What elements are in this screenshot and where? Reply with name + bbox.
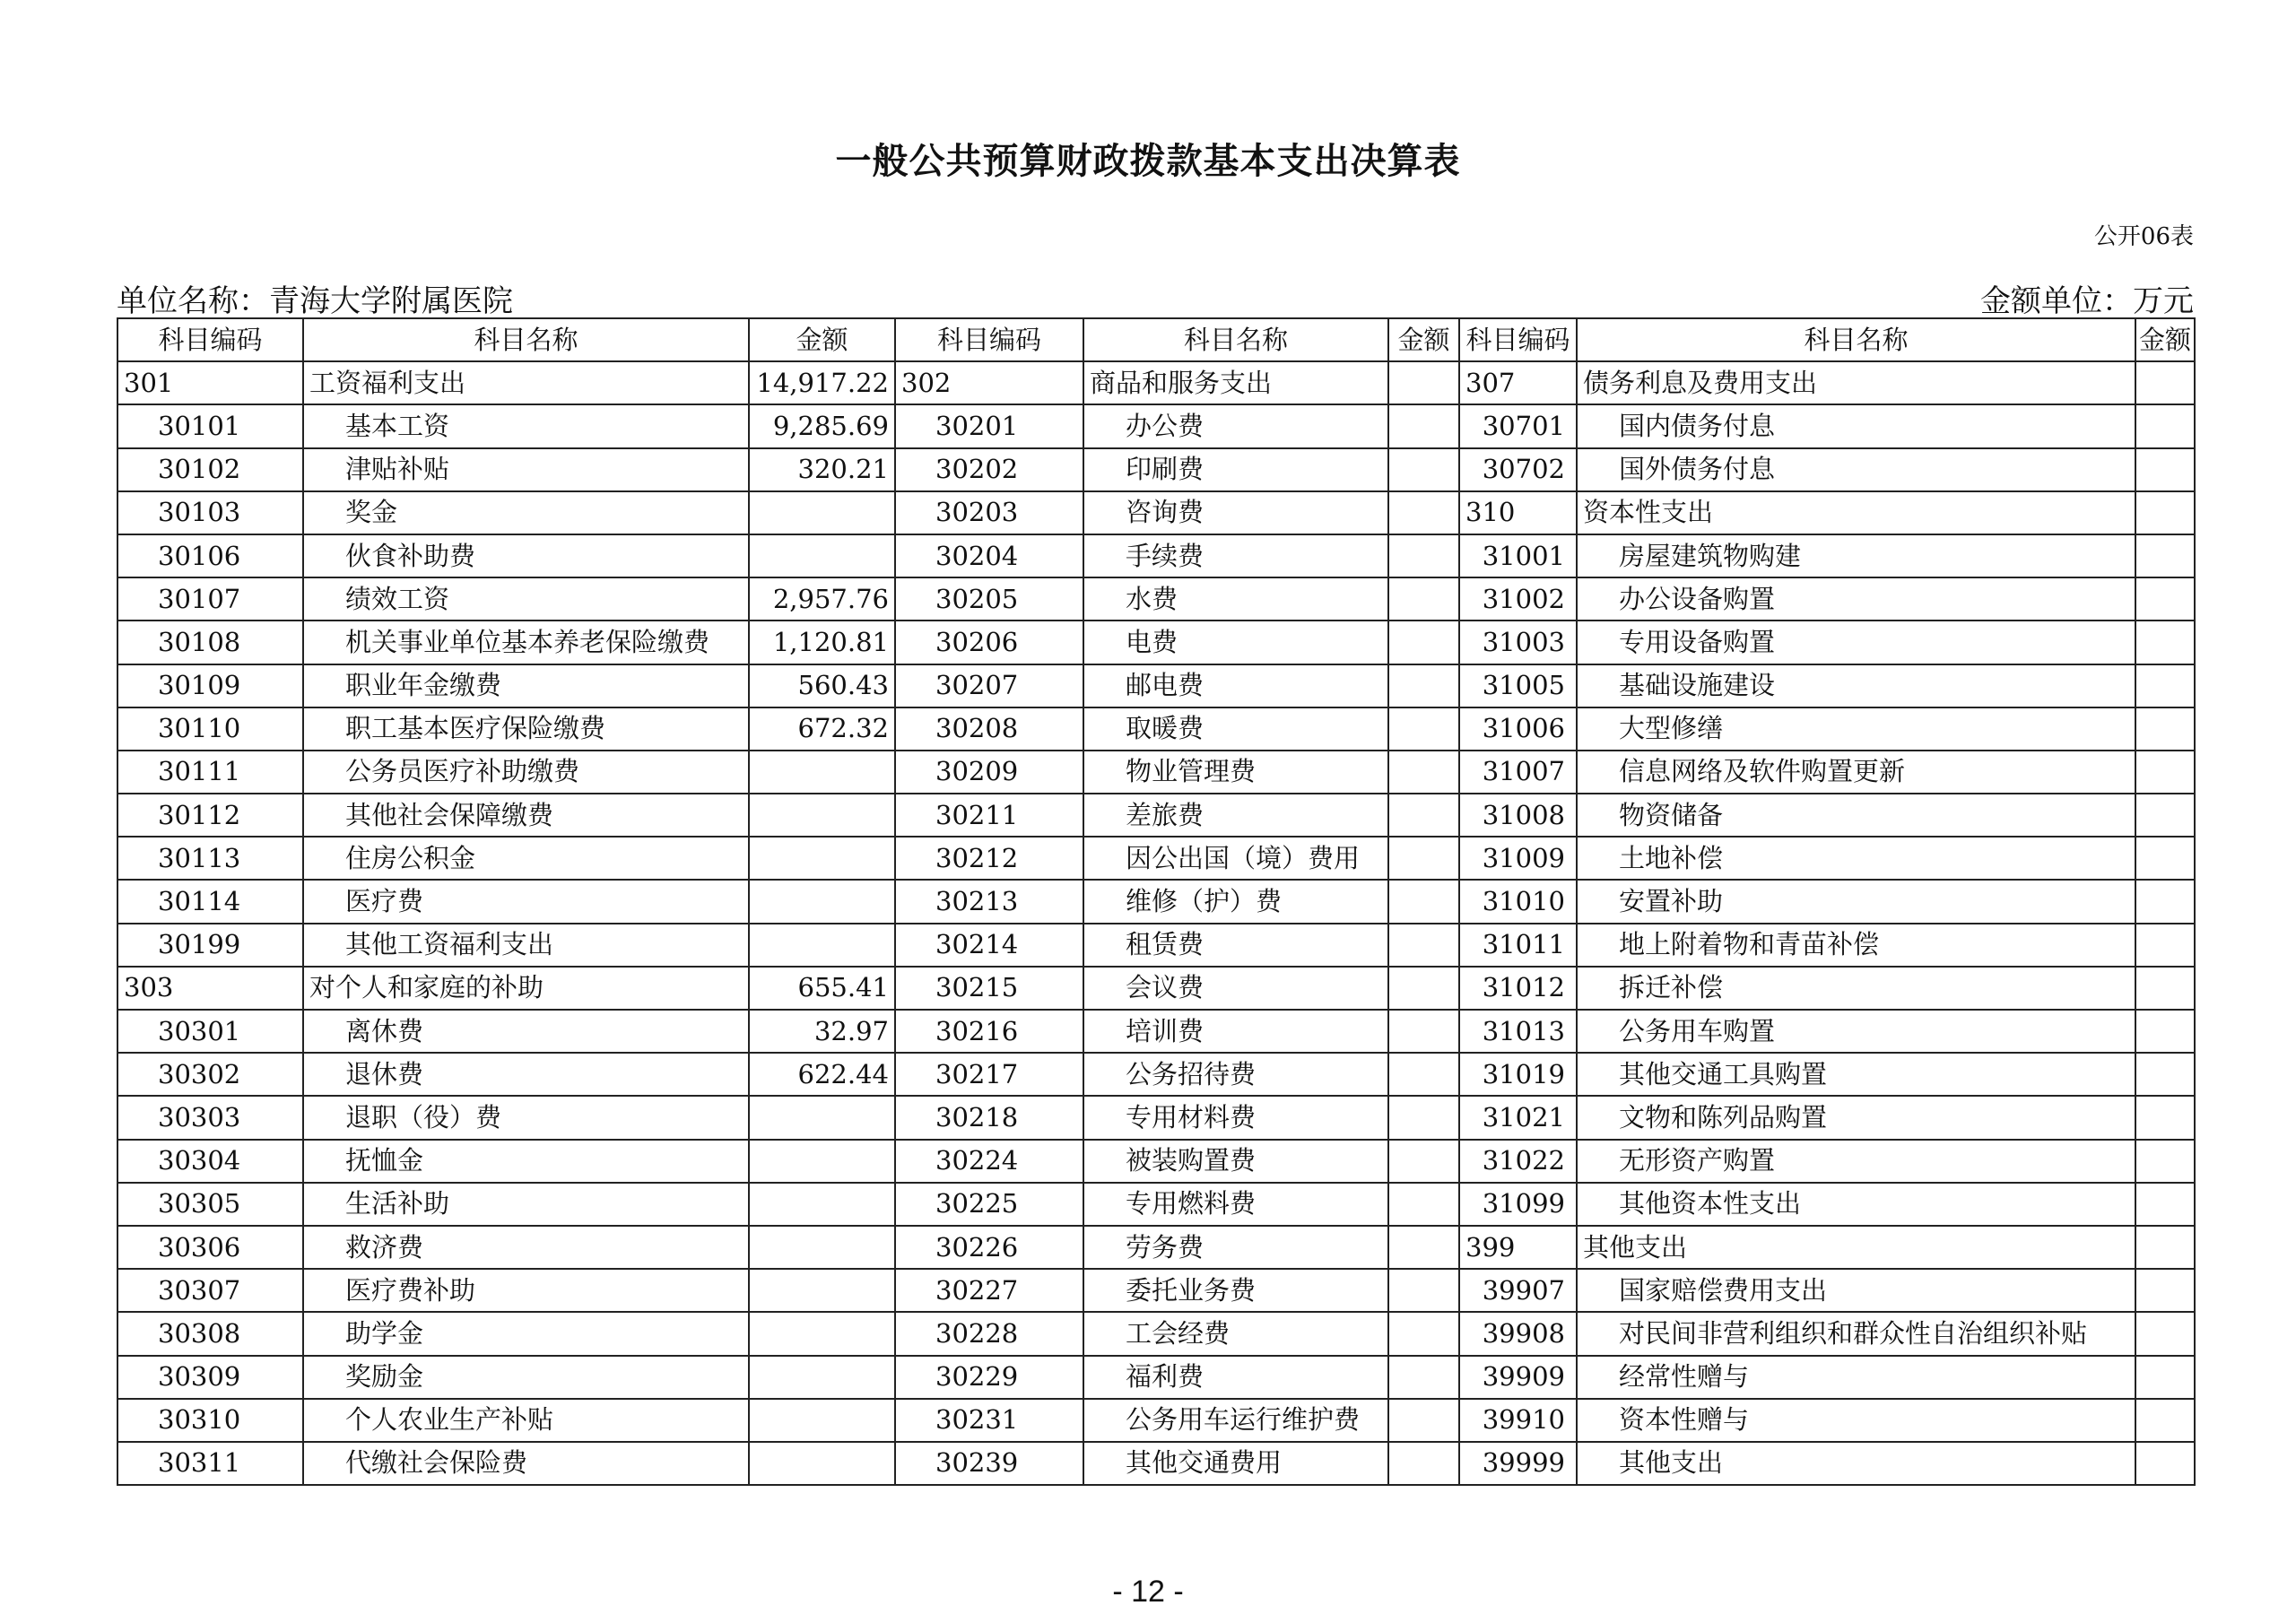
subject-name-cell: 基本工资 [303, 404, 749, 447]
subject-name-cell: 委托业务费 [1083, 1269, 1388, 1312]
amount-cell [2135, 1183, 2195, 1226]
form-number: 公开06表 [2093, 223, 2194, 250]
subject-name-cell: 绩效工资 [303, 577, 749, 621]
subject-code-cell: 31010 [1459, 880, 1577, 923]
subject-code-cell: 30109 [117, 664, 303, 707]
subject-code-cell: 30204 [895, 534, 1083, 577]
amount-cell [2135, 577, 2195, 621]
amount-cell [2135, 448, 2195, 491]
subject-code-cell: 39909 [1459, 1356, 1577, 1399]
subject-name-cell: 文物和陈列品购置 [1577, 1096, 2135, 1139]
subject-name-cell: 债务利息及费用支出 [1577, 361, 2135, 404]
subject-name-cell: 职工基本医疗保险缴费 [303, 707, 749, 751]
amount-cell [749, 880, 895, 923]
subject-name-cell: 国内债务付息 [1577, 404, 2135, 447]
subject-name-cell: 专用燃料费 [1083, 1183, 1388, 1226]
subject-code-cell: 30203 [895, 491, 1083, 534]
header-name: 科目名称 [1083, 318, 1388, 361]
amount-cell [1388, 1096, 1459, 1139]
subject-code-cell: 310 [1459, 491, 1577, 534]
table-row [117, 577, 2195, 621]
amount-cell [1388, 448, 1459, 491]
subject-name-cell: 邮电费 [1083, 664, 1388, 707]
subject-name-cell: 其他支出 [1577, 1442, 2135, 1485]
money-unit: 金额单位：万元 [1980, 283, 2194, 319]
subject-code-cell: 31011 [1459, 924, 1577, 967]
subject-name-cell: 物业管理费 [1083, 751, 1388, 794]
subject-code-cell: 30305 [117, 1183, 303, 1226]
subject-name-cell: 其他工资福利支出 [303, 924, 749, 967]
subject-code-cell: 301 [117, 361, 303, 404]
subject-name-cell: 大型修缮 [1577, 707, 2135, 751]
table-row [117, 664, 2195, 707]
subject-name-cell: 办公费 [1083, 404, 1388, 447]
table-row [117, 1010, 2195, 1053]
subject-name-cell: 公务员医疗补助缴费 [303, 751, 749, 794]
amount-cell [1388, 1312, 1459, 1355]
subject-code-cell: 31021 [1459, 1096, 1577, 1139]
subject-name-cell: 伙食补助费 [303, 534, 749, 577]
amount-cell [2135, 1140, 2195, 1183]
subject-code-cell: 31007 [1459, 751, 1577, 794]
amount-cell [2135, 924, 2195, 967]
header-name: 科目名称 [303, 318, 749, 361]
amount-cell [1388, 621, 1459, 664]
subject-name-cell: 安置补助 [1577, 880, 2135, 923]
amount-cell [2135, 794, 2195, 837]
subject-code-cell: 30227 [895, 1269, 1083, 1312]
subject-code-cell: 30207 [895, 664, 1083, 707]
subject-name-cell: 地上附着物和青苗补偿 [1577, 924, 2135, 967]
subject-code-cell: 30202 [895, 448, 1083, 491]
subject-code-cell: 31022 [1459, 1140, 1577, 1183]
subject-name-cell: 福利费 [1083, 1356, 1388, 1399]
subject-code-cell: 30310 [117, 1399, 303, 1442]
subject-code-cell: 30229 [895, 1356, 1083, 1399]
subject-code-cell: 30231 [895, 1399, 1083, 1442]
table-row [117, 491, 2195, 534]
subject-name-cell: 离休费 [303, 1010, 749, 1053]
page-title: 一般公共预算财政拨款基本支出决算表 [835, 140, 1461, 182]
subject-code-cell: 30201 [895, 404, 1083, 447]
table-row [117, 1226, 2195, 1269]
amount-cell [2135, 1053, 2195, 1096]
subject-name-cell: 对个人和家庭的补助 [303, 967, 749, 1010]
amount-cell: 2,957.76 [749, 577, 895, 621]
amount-cell [1388, 534, 1459, 577]
subject-code-cell: 30309 [117, 1356, 303, 1399]
subject-name-cell: 住房公积金 [303, 837, 749, 880]
subject-name-cell: 工会经费 [1083, 1312, 1388, 1355]
subject-code-cell: 302 [895, 361, 1083, 404]
table-row [117, 1442, 2195, 1485]
subject-code-cell: 31008 [1459, 794, 1577, 837]
subject-name-cell: 公务用车运行维护费 [1083, 1399, 1388, 1442]
subject-code-cell: 307 [1459, 361, 1577, 404]
header-amount: 金额 [749, 318, 895, 361]
subject-code-cell: 30218 [895, 1096, 1083, 1139]
amount-cell [2135, 491, 2195, 534]
amount-cell [2135, 837, 2195, 880]
subject-name-cell: 奖金 [303, 491, 749, 534]
amount-cell [749, 1442, 895, 1485]
subject-name-cell: 其他支出 [1577, 1226, 2135, 1269]
subject-code-cell: 30239 [895, 1442, 1083, 1485]
amount-cell: 320.21 [749, 448, 895, 491]
table-row [117, 1096, 2195, 1139]
amount-cell [749, 1312, 895, 1355]
subject-code-cell: 30307 [117, 1269, 303, 1312]
subject-name-cell: 生活补助 [303, 1183, 749, 1226]
subject-code-cell: 31006 [1459, 707, 1577, 751]
subject-code-cell: 30114 [117, 880, 303, 923]
subject-name-cell: 津贴补贴 [303, 448, 749, 491]
table-row [117, 1356, 2195, 1399]
subject-code-cell: 30211 [895, 794, 1083, 837]
subject-name-cell: 公务用车购置 [1577, 1010, 2135, 1053]
table-row [117, 534, 2195, 577]
subject-code-cell: 30106 [117, 534, 303, 577]
subject-code-cell: 30702 [1459, 448, 1577, 491]
amount-cell: 655.41 [749, 967, 895, 1010]
subject-code-cell: 30199 [117, 924, 303, 967]
subject-code-cell: 39910 [1459, 1399, 1577, 1442]
amount-cell [1388, 1183, 1459, 1226]
subject-code-cell: 30213 [895, 880, 1083, 923]
table-row [117, 794, 2195, 837]
subject-code-cell: 30226 [895, 1226, 1083, 1269]
subject-code-cell: 30101 [117, 404, 303, 447]
amount-cell [2135, 1399, 2195, 1442]
table-header-row [117, 318, 2195, 361]
subject-code-cell: 30301 [117, 1010, 303, 1053]
subject-code-cell: 30103 [117, 491, 303, 534]
subject-name-cell: 奖励金 [303, 1356, 749, 1399]
table-row [117, 1183, 2195, 1226]
subject-name-cell: 印刷费 [1083, 448, 1388, 491]
subject-name-cell: 无形资产购置 [1577, 1140, 2135, 1183]
subject-code-cell: 31009 [1459, 837, 1577, 880]
subject-code-cell: 30111 [117, 751, 303, 794]
amount-cell [749, 1140, 895, 1183]
amount-cell: 9,285.69 [749, 404, 895, 447]
subject-name-cell: 助学金 [303, 1312, 749, 1355]
amount-cell [2135, 1269, 2195, 1312]
amount-cell [2135, 707, 2195, 751]
amount-cell [749, 751, 895, 794]
subject-name-cell: 拆迁补偿 [1577, 967, 2135, 1010]
amount-cell [2135, 1442, 2195, 1485]
amount-cell [749, 1226, 895, 1269]
subject-code-cell: 31099 [1459, 1183, 1577, 1226]
amount-cell [2135, 1226, 2195, 1269]
amount-cell [1388, 1269, 1459, 1312]
amount-cell [1388, 1010, 1459, 1053]
amount-cell [749, 1356, 895, 1399]
subject-name-cell: 救济费 [303, 1226, 749, 1269]
subject-name-cell: 退职（役）费 [303, 1096, 749, 1139]
amount-cell: 32.97 [749, 1010, 895, 1053]
subject-name-cell: 维修（护）费 [1083, 880, 1388, 923]
table-row [117, 837, 2195, 880]
subject-code-cell: 30224 [895, 1140, 1083, 1183]
subject-code-cell: 31005 [1459, 664, 1577, 707]
amount-cell [2135, 1010, 2195, 1053]
subject-name-cell: 专用设备购置 [1577, 621, 2135, 664]
subject-name-cell: 被装购置费 [1083, 1140, 1388, 1183]
subject-name-cell: 房屋建筑物购建 [1577, 534, 2135, 577]
amount-cell [1388, 404, 1459, 447]
amount-cell [1388, 924, 1459, 967]
subject-name-cell: 土地补偿 [1577, 837, 2135, 880]
amount-cell [2135, 1356, 2195, 1399]
subject-code-cell: 30228 [895, 1312, 1083, 1355]
amount-cell: 560.43 [749, 664, 895, 707]
subject-name-cell: 公务招待费 [1083, 1053, 1388, 1096]
subject-name-cell: 水费 [1083, 577, 1388, 621]
amount-cell: 1,120.81 [749, 621, 895, 664]
subject-name-cell: 租赁费 [1083, 924, 1388, 967]
amount-cell [1388, 491, 1459, 534]
subject-name-cell: 医疗费 [303, 880, 749, 923]
subject-code-cell: 30306 [117, 1226, 303, 1269]
subject-code-cell: 39999 [1459, 1442, 1577, 1485]
header-amount: 金额 [1388, 318, 1459, 361]
subject-code-cell: 30212 [895, 837, 1083, 880]
subject-code-cell: 30209 [895, 751, 1083, 794]
header-code: 科目编码 [895, 318, 1083, 361]
table-row [117, 751, 2195, 794]
subject-code-cell: 30205 [895, 577, 1083, 621]
subject-code-cell: 39908 [1459, 1312, 1577, 1355]
subject-name-cell: 其他资本性支出 [1577, 1183, 2135, 1226]
table-row [117, 1269, 2195, 1312]
amount-cell [1388, 794, 1459, 837]
amount-cell [2135, 534, 2195, 577]
table-row [117, 448, 2195, 491]
header-amount: 金额 [2135, 318, 2195, 361]
amount-cell [1388, 880, 1459, 923]
amount-cell [2135, 621, 2195, 664]
subject-name-cell: 医疗费补助 [303, 1269, 749, 1312]
amount-cell [1388, 664, 1459, 707]
subject-name-cell: 物资储备 [1577, 794, 2135, 837]
table-row [117, 404, 2195, 447]
amount-cell [749, 1399, 895, 1442]
amount-cell [1388, 361, 1459, 404]
subject-name-cell: 其他交通费用 [1083, 1442, 1388, 1485]
amount-cell [2135, 880, 2195, 923]
subject-name-cell: 国外债务付息 [1577, 448, 2135, 491]
amount-cell [1388, 751, 1459, 794]
amount-cell [2135, 361, 2195, 404]
header-name: 科目名称 [1577, 318, 2135, 361]
subject-code-cell: 30102 [117, 448, 303, 491]
subject-code-cell: 303 [117, 967, 303, 1010]
amount-cell [2135, 1096, 2195, 1139]
subject-name-cell: 机关事业单位基本养老保险缴费 [303, 621, 749, 664]
amount-cell: 672.32 [749, 707, 895, 751]
subject-name-cell: 职业年金缴费 [303, 664, 749, 707]
subject-code-cell: 31001 [1459, 534, 1577, 577]
subject-code-cell: 31019 [1459, 1053, 1577, 1096]
subject-name-cell: 代缴社会保险费 [303, 1442, 749, 1485]
subject-name-cell: 其他社会保障缴费 [303, 794, 749, 837]
subject-name-cell: 基础设施建设 [1577, 664, 2135, 707]
subject-code-cell: 31002 [1459, 577, 1577, 621]
amount-cell [1388, 1442, 1459, 1485]
subject-name-cell: 电费 [1083, 621, 1388, 664]
subject-code-cell: 39907 [1459, 1269, 1577, 1312]
subject-code-cell: 31013 [1459, 1010, 1577, 1053]
amount-cell [749, 924, 895, 967]
subject-code-cell: 30206 [895, 621, 1083, 664]
subject-code-cell: 30110 [117, 707, 303, 751]
subject-name-cell: 对民间非营利组织和群众性自治组织补贴 [1577, 1312, 2135, 1355]
subject-name-cell: 取暖费 [1083, 707, 1388, 751]
header-code: 科目编码 [1459, 318, 1577, 361]
subject-code-cell: 30208 [895, 707, 1083, 751]
subject-name-cell: 国家赔偿费用支出 [1577, 1269, 2135, 1312]
table-row [117, 361, 2195, 404]
subject-name-cell: 资本性赠与 [1577, 1399, 2135, 1442]
amount-cell [1388, 1140, 1459, 1183]
amount-cell [2135, 751, 2195, 794]
amount-cell [1388, 707, 1459, 751]
subject-code-cell: 30225 [895, 1183, 1083, 1226]
amount-cell [2135, 404, 2195, 447]
amount-cell [749, 794, 895, 837]
amount-cell [749, 491, 895, 534]
subject-name-cell: 信息网络及软件购置更新 [1577, 751, 2135, 794]
table-row [117, 621, 2195, 664]
subject-name-cell: 个人农业生产补贴 [303, 1399, 749, 1442]
amount-cell [1388, 1053, 1459, 1096]
amount-cell [749, 1269, 895, 1312]
amount-cell: 14,917.22 [749, 361, 895, 404]
table-row [117, 880, 2195, 923]
subject-code-cell: 30217 [895, 1053, 1083, 1096]
table-row [117, 1140, 2195, 1183]
subject-code-cell: 30112 [117, 794, 303, 837]
subject-code-cell: 30302 [117, 1053, 303, 1096]
table-row [117, 1312, 2195, 1355]
amount-cell [749, 534, 895, 577]
subject-name-cell: 退休费 [303, 1053, 749, 1096]
subject-code-cell: 30215 [895, 967, 1083, 1010]
subject-name-cell: 商品和服务支出 [1083, 361, 1388, 404]
subject-name-cell: 手续费 [1083, 534, 1388, 577]
subject-code-cell: 30216 [895, 1010, 1083, 1053]
amount-cell [2135, 1312, 2195, 1355]
expenditure-table [117, 317, 2196, 1486]
amount-cell [2135, 664, 2195, 707]
amount-cell [1388, 1399, 1459, 1442]
subject-name-cell: 办公设备购置 [1577, 577, 2135, 621]
amount-cell: 622.44 [749, 1053, 895, 1096]
subject-name-cell: 咨询费 [1083, 491, 1388, 534]
subject-code-cell: 30308 [117, 1312, 303, 1355]
amount-cell [749, 837, 895, 880]
table-row [117, 1053, 2195, 1096]
amount-cell [749, 1183, 895, 1226]
table-row [117, 1399, 2195, 1442]
subject-name-cell: 培训费 [1083, 1010, 1388, 1053]
subject-code-cell: 30108 [117, 621, 303, 664]
subject-code-cell: 30701 [1459, 404, 1577, 447]
subject-code-cell: 399 [1459, 1226, 1577, 1269]
table-row [117, 967, 2195, 1010]
subject-name-cell: 其他交通工具购置 [1577, 1053, 2135, 1096]
header-code: 科目编码 [117, 318, 303, 361]
subject-code-cell: 30107 [117, 577, 303, 621]
subject-name-cell: 会议费 [1083, 967, 1388, 1010]
subject-code-cell: 30214 [895, 924, 1083, 967]
amount-cell [1388, 1356, 1459, 1399]
subject-name-cell: 专用材料费 [1083, 1096, 1388, 1139]
amount-cell [1388, 837, 1459, 880]
amount-cell [1388, 1226, 1459, 1269]
subject-name-cell: 差旅费 [1083, 794, 1388, 837]
page-number: - 12 - [1112, 1575, 1184, 1609]
amount-cell [2135, 967, 2195, 1010]
subject-code-cell: 31012 [1459, 967, 1577, 1010]
subject-name-cell: 工资福利支出 [303, 361, 749, 404]
subject-name-cell: 经常性赠与 [1577, 1356, 2135, 1399]
table-row [117, 707, 2195, 751]
subject-code-cell: 30311 [117, 1442, 303, 1485]
subject-code-cell: 30113 [117, 837, 303, 880]
table-row [117, 924, 2195, 967]
amount-cell [1388, 577, 1459, 621]
subject-code-cell: 30304 [117, 1140, 303, 1183]
amount-cell [1388, 967, 1459, 1010]
subject-name-cell: 抚恤金 [303, 1140, 749, 1183]
subject-name-cell: 资本性支出 [1577, 491, 2135, 534]
unit-name: 单位名称：青海大学附属医院 [117, 283, 513, 319]
subject-name-cell: 劳务费 [1083, 1226, 1388, 1269]
amount-cell [749, 1096, 895, 1139]
subject-code-cell: 31003 [1459, 621, 1577, 664]
subject-name-cell: 因公出国（境）费用 [1083, 837, 1388, 880]
subject-code-cell: 30303 [117, 1096, 303, 1139]
